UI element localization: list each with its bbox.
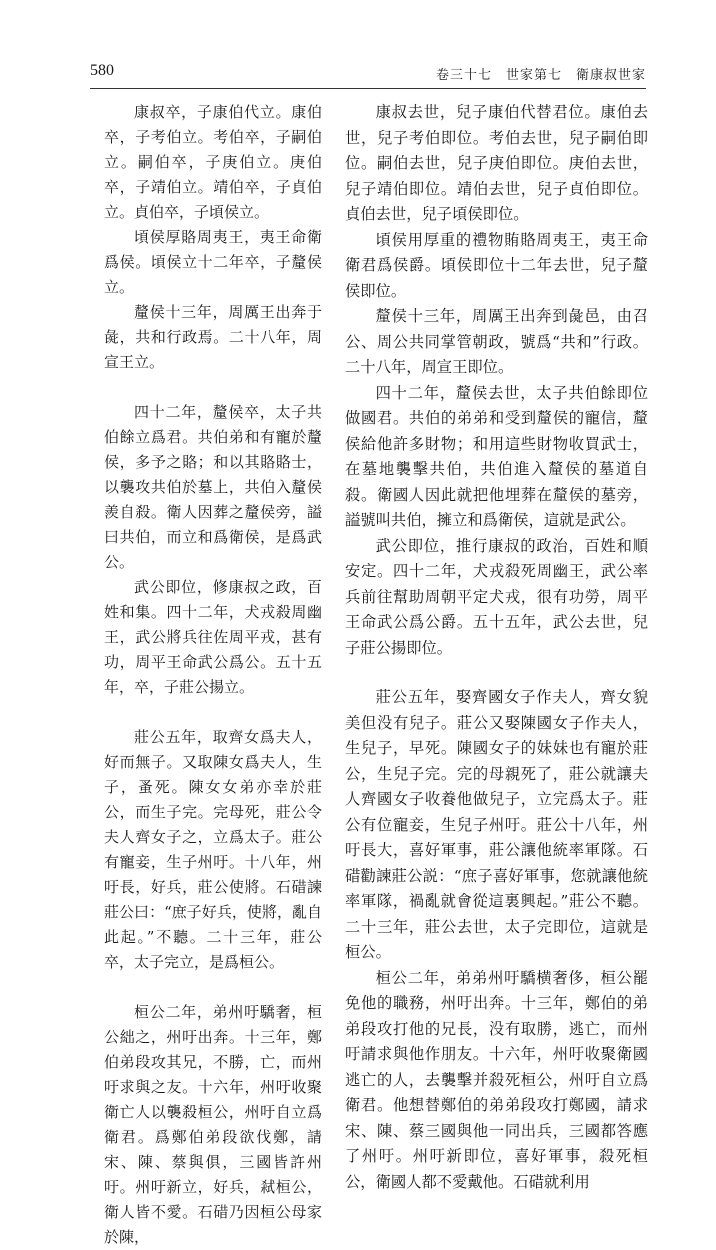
paragraph-spacer: [104, 375, 322, 400]
left-paragraph: 四十二年，釐侯卒，太子共伯餘立爲君。共伯弟和有寵於釐侯，多予之賂；和以其賂賂士，以襲攻共伯於墓上，共伯入釐侯羨自殺。衛人因葬之釐侯旁，謚曰共伯，而立和爲衛侯，是爲武公。: [104, 403, 322, 571]
left-paragraph: 康叔卒，子康伯代立。康伯卒，子考伯立。考伯卒，子嗣伯立。嗣伯卒，子庚伯立。庚伯卒，子靖伯立。靖伯卒，子貞伯立。貞伯卒，子頃侯立。: [104, 103, 322, 221]
paragraph-spacer: [104, 975, 322, 1000]
left-column-classical-text: [104, 100, 322, 1250]
right-paragraph: 頃侯用厚重的禮物賄賂周夷王，夷王命衛君爲侯爵。頃侯即位十二年去世，兒子釐侯即位。: [345, 230, 648, 300]
right-paragraph: 桓公二年，弟弟州吁驕横奢侈，桓公罷免他的職務，州吁出奔。十三年，鄭伯的弟弟段攻打他的兄長，没有取勝，逃亡，而州吁請求與他作朋友。十六年，州吁收聚衛國逃亡的人，去襲擊并殺死桓公，州吁自立爲衛君。他想替鄭伯的弟弟段攻打鄭國，請求宋、陳、蔡三國與他一同出兵，三國都答應了州吁。州吁新即位，喜好軍事，殺死桓公，衛國人都不愛戴他。石碏就利用: [345, 968, 648, 1191]
left-paragraph: 桓公二年，弟州吁驕奢，桓公絀之，州吁出奔。十三年，鄭伯弟段攻其兄，不勝，亡，而州吁求與之友。十六年，州吁收聚衛亡人以襲殺桓公，州吁自立爲衛君。爲鄭伯弟段欲伐鄭，請宋、陳、蔡與俱，三國皆許州吁。州吁新立，好兵，弒桓公，衛人皆不愛。石碏乃因桓公母家於陳，: [104, 1003, 322, 1246]
header-rule: [90, 88, 646, 89]
left-paragraph: 莊公五年，取齊女爲夫人，好而無子。又取陳女爲夫人，生子，蚤死。陳女女弟亦幸於莊公，而生子完。完母死，莊公令夫人齊女子之，立爲太子。莊公有寵妾，生子州吁。十八年，州吁長，好兵，莊公使將。石碏諫莊公曰：“庶子好兵，使將，亂自此起。”不聽。二十三年，莊公卒，太子完立，是爲桓公。: [104, 728, 322, 971]
right-column-modern-translation: [345, 100, 648, 1195]
right-paragraph: 釐侯十三年，周厲王出奔到彘邑，由召公、周公共同掌管朝政，號爲“共和”行政。二十八年，周宣王即位。: [345, 307, 648, 376]
right-paragraph: 康叔去世，兒子康伯代替君位。康伯去世，兒子考伯即位。考伯去世，兒子嗣伯即位。嗣伯去世，兒子庚伯即位。庚伯去世，兒子靖伯即位。靖伯去世，兒子貞伯即位。貞伯去世，兒子頃侯即位。: [345, 103, 648, 223]
left-paragraph: 武公即位，修康叔之政，百姓和集。四十二年，犬戎殺周幽王，武公將兵往佐周平戎，甚有功，周平王命武公爲公。五十五年，卒，子莊公揚立。: [104, 578, 322, 696]
page-header: [90, 62, 646, 88]
paragraph-spacer: [345, 661, 648, 685]
right-paragraph: 四十二年，釐侯去世，太子共伯餘即位做國君。共伯的弟弟和受到釐侯的寵信，釐侯給他許多財物；和用這些財物收買武士，在墓地襲擊共伯，共伯進入釐侯的墓道自殺。衛國人因此就把他埋葬在釐侯的墓旁，謚號叫共伯，擁立和爲衛侯，這就是武公。: [345, 383, 648, 529]
right-paragraph: 莊公五年，娶齊國女子作夫人，齊女貌美但没有兒子。莊公又娶陳國女子作夫人，生兒子，早死。陳國女子的妹妹也有寵於莊公，生兒子完。完的母親死了，莊公就讓夫人齊國女子收養他做兒子，立完爲太子。莊公有位寵妾，生兒子州吁。莊公十八年，州吁長大，喜好軍事，莊公讓他統率軍隊。石碏勸諫莊公説：“庶子喜好軍事，您就讓他統率軍隊，禍亂就會從這裏興起。”莊公不聽。二十三年，莊公去世，太子完即位，這就是桓公。: [345, 688, 648, 961]
left-paragraph: 頃侯厚賂周夷王，夷王命衛爲侯。頃侯立十二年卒，子釐侯立。: [104, 228, 322, 296]
page-number: 580: [90, 62, 114, 79]
paragraph-spacer: [104, 700, 322, 725]
running-title: 卷三十七 世家第七 衛康叔世家: [435, 68, 646, 83]
right-paragraph: 武公即位，推行康叔的政治，百姓和順安定。四十二年，犬戎殺死周幽王，武公率兵前往幫助周朝平定犬戎，很有功勞，周平王命武公爲公爵。五十五年，武公去世，兒子莊公揚即位。: [345, 536, 648, 657]
left-paragraph: 釐侯十三年，周厲王出奔于彘，共和行政焉。二十八年，周宣王立。: [104, 303, 322, 371]
